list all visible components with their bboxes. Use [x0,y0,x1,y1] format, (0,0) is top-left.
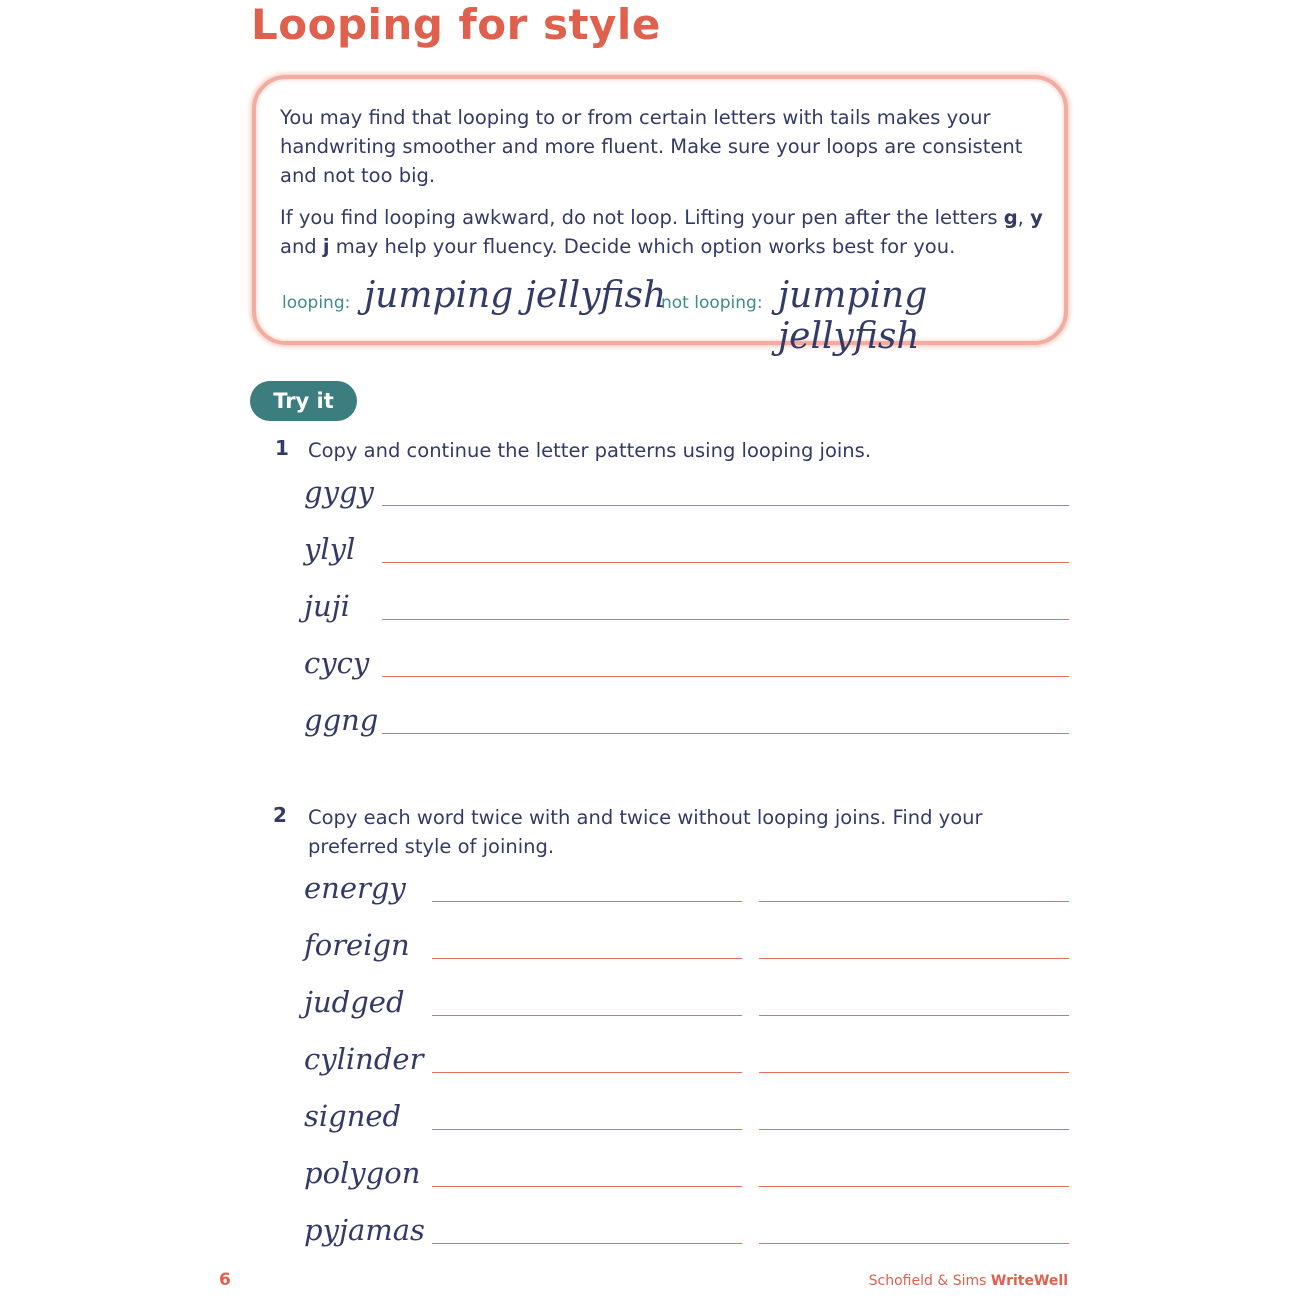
writing-line[interactable] [382,733,1069,734]
word-example: cylinder [304,1042,424,1076]
try-it-badge: Try it [250,381,357,421]
word-example: pyjamas [304,1213,425,1247]
example-not-looping-script: jumping jellyfish [778,275,928,357]
writing-line-with-loop[interactable] [432,1243,742,1244]
writing-line-without-loop[interactable] [759,1243,1069,1244]
writing-line-with-loop[interactable] [432,1129,742,1130]
writing-line-without-loop[interactable] [759,1015,1069,1016]
letter-y: y [1030,206,1043,229]
writing-line-without-loop[interactable] [759,901,1069,902]
info-paragraph-2: If you find looping awkward, do not loop. Lifting your pen after the letters g, y and j may help your fluency. Decide which option works best for you. [280,206,1043,258]
letter-g: g [1003,206,1018,229]
writing-line-without-loop[interactable] [759,1129,1069,1130]
writing-line-without-loop[interactable] [759,1186,1069,1187]
word-example: judged [304,985,405,1019]
writing-line-without-loop[interactable] [759,1072,1069,1073]
example-looping-script: jumping jellyfish [364,275,667,316]
writing-line-with-loop[interactable] [432,1186,742,1187]
pattern-example: ylyl [304,532,356,566]
question-1-number: 1 [275,436,289,460]
word-example: foreign [304,928,410,962]
writing-line-with-loop[interactable] [432,1015,742,1016]
question-1-text: Copy and continue the letter patterns using looping joins. [308,439,872,462]
writing-line-with-loop[interactable] [432,958,742,959]
info-box [252,75,1068,357]
pattern-example: ggng [304,703,379,737]
footer-series: WriteWell [990,1273,1068,1289]
page-number: 6 [219,1270,231,1290]
word-example: energy [304,871,406,905]
pattern-example: juji [304,589,350,623]
word-example: polygon [304,1156,421,1190]
page-title: Looping for style [251,0,661,49]
writing-line-with-loop[interactable] [432,1072,742,1073]
footer-publisher: Schofield & Sims WriteWell [868,1273,1068,1289]
writing-line-with-loop[interactable] [432,901,742,902]
letter-j: j [322,235,330,258]
writing-line[interactable] [382,619,1069,620]
question-2-number: 2 [273,803,287,827]
word-example: signed [304,1099,402,1133]
writing-line[interactable] [382,676,1069,677]
writing-line-without-loop[interactable] [759,958,1069,959]
pattern-example: cycy [304,646,370,680]
example-not-looping-label: not looping: [661,293,763,313]
writing-line[interactable] [382,562,1069,563]
example-looping-label: looping: [282,293,351,313]
pattern-example: gygy [304,475,374,509]
info-paragraph-1: You may find that looping to or from certain letters with tails makes your handwriting smoother and more fluent. Make sure your loops are consistent and not too big. [280,106,1023,187]
question-2-text: Copy each word twice with and twice without looping joins. Find your preferred style of joining. [308,806,983,858]
writing-line[interactable] [382,505,1069,506]
